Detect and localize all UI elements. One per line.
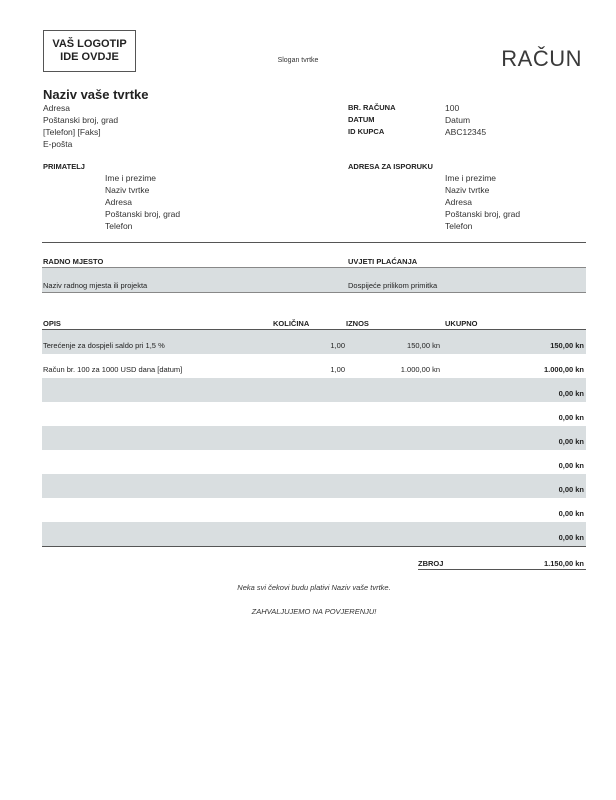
invoice-date-value: Datum — [445, 115, 471, 125]
row-quantity: 1,00 — [330, 365, 345, 374]
sum-label: ZBROJ — [418, 559, 444, 568]
row-total: 150,00 kn — [550, 341, 584, 350]
document-title: RAČUN — [501, 46, 582, 71]
invoice-meta-values — [445, 102, 486, 138]
table-row — [42, 330, 586, 354]
invoice-meta-labels — [348, 102, 396, 138]
table-row — [42, 522, 586, 546]
recipient-city: Poštanski broj, grad — [105, 209, 181, 219]
row-total: 0,00 kn — [558, 509, 584, 518]
job-value-divider — [42, 292, 586, 293]
shipping-block — [445, 172, 520, 232]
shipping-phone: Telefon — [445, 221, 473, 231]
sum-underline — [418, 569, 586, 570]
company-name: Naziv vaše tvrtke — [43, 87, 149, 102]
col-header-price: IZNOS — [346, 319, 369, 328]
shipping-title: ADRESA ZA ISPORUKU — [348, 162, 433, 171]
job-label: RADNO MJESTO — [43, 257, 104, 266]
row-total: 0,00 kn — [558, 485, 584, 494]
company-phone-fax: [Telefon] [Faks] — [43, 127, 101, 137]
company-slogan: Slogan tvrtke — [277, 57, 319, 64]
row-total: 1.000,00 kn — [543, 365, 584, 374]
table-row — [42, 354, 586, 378]
recipient-title: PRIMATELJ — [43, 162, 85, 171]
row-price: 1.000,00 kn — [400, 365, 440, 374]
table-row — [42, 498, 586, 522]
invoice-number-value: 100 — [445, 103, 460, 113]
customer-id-label: ID KUPCA — [348, 127, 385, 136]
row-price: 150,00 kn — [407, 341, 440, 350]
logo-line-1: VAŠ LOGOTIP — [52, 38, 127, 50]
customer-id-value: ABC12345 — [445, 127, 487, 137]
row-total: 0,00 kn — [558, 389, 584, 398]
recipient-block — [105, 172, 180, 232]
shipping-company: Naziv tvrtke — [445, 185, 490, 195]
table-row — [42, 426, 586, 450]
company-address-block — [43, 102, 118, 150]
row-total: 0,00 kn — [558, 437, 584, 446]
payment-terms-label: UVJETI PLAĆANJA — [348, 257, 418, 266]
col-header-quantity: KOLIČINA — [273, 319, 310, 328]
shipping-address: Adresa — [445, 197, 472, 207]
sum-value: 1.150,00 kn — [543, 559, 584, 568]
shipping-name: Ime i prezime — [445, 173, 497, 183]
job-value: Naziv radnog mjesta ili projekta — [43, 281, 148, 290]
logo-line-2: IDE OVDJE — [60, 51, 119, 63]
col-header-total: UKUPNO — [445, 319, 478, 328]
payment-note: Neka svi čekovi budu plativi Naziv vaše tvrtke. — [237, 583, 391, 592]
company-city: Poštanski broj, grad — [43, 115, 119, 125]
row-quantity: 1,00 — [330, 341, 345, 350]
table-row — [42, 402, 586, 426]
recipient-phone: Telefon — [105, 221, 133, 231]
row-total: 0,00 kn — [558, 461, 584, 470]
shipping-city: Poštanski broj, grad — [445, 209, 521, 219]
row-total: 0,00 kn — [558, 413, 584, 422]
table-body-divider — [42, 546, 586, 547]
invoice-number-label: BR. RAČUNA — [348, 103, 396, 112]
company-address: Adresa — [43, 103, 70, 113]
company-logo-placeholder — [43, 30, 136, 72]
row-total: 0,00 kn — [558, 533, 584, 542]
recipient-address: Adresa — [105, 197, 132, 207]
table-row — [42, 450, 586, 474]
recipient-company: Naziv tvrtke — [105, 185, 150, 195]
invoice-date-label: DATUM — [348, 115, 375, 124]
section-divider — [42, 242, 586, 243]
payment-terms-value: Dospijeće prilikom primitka — [348, 281, 438, 290]
row-description: Terećenje za dospjeli saldo pri 1,5 % — [43, 341, 165, 350]
table-row — [42, 378, 586, 402]
recipient-name: Ime i prezime — [105, 173, 157, 183]
company-email: E-pošta — [43, 139, 73, 149]
col-header-description: OPIS — [43, 319, 61, 328]
row-description: Račun br. 100 za 1000 USD dana [datum] — [43, 365, 183, 374]
table-row — [42, 474, 586, 498]
thank-you-note: ZAHVALJUJEMO NA POVJERENJU! — [251, 607, 377, 616]
